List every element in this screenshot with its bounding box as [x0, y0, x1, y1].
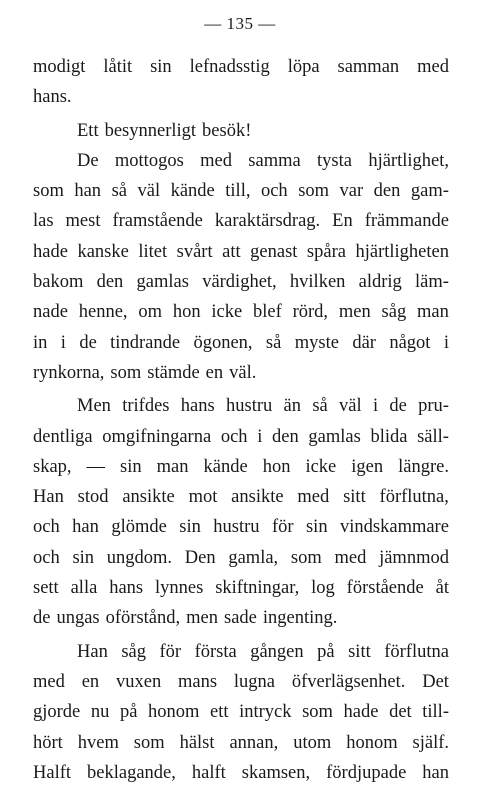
text-line: modigt låtit sin lefnadsstig löpa samman med: [33, 57, 449, 77]
text-line: Han stod ansikte mot ansikte med sitt förflutna,: [33, 487, 449, 508]
text-line: De mottogos med samma tysta hjärtlighet,: [77, 150, 449, 171]
text-line: som han så väl kände till, och som var den gam-: [33, 181, 449, 202]
text-line: sett alla hans lynnes skiftningar, log förstående åt: [33, 578, 449, 599]
text-line: dentliga omgifningarna och i den gamlas blida säll-: [33, 426, 449, 447]
text-line: Men trifdes hans hustru än så väl i de pru-: [77, 396, 449, 417]
text-line: och sin ungdom. Den gamla, som med jämnmod: [33, 547, 449, 568]
text-line: gjorde nu på honom ett intryck som hade det till-: [33, 702, 449, 723]
text-line: de ungas oförstånd, men sade ingenting.: [33, 608, 338, 629]
text-line: rynkorna, som stämde en väl.: [33, 362, 257, 383]
text-line: Halft beklagande, halft skamsen, fördjupade han: [33, 762, 449, 783]
text-line: hört hvem som hälst annan, utom honom själf.: [33, 732, 449, 753]
text-line: skap, — sin man kände hon icke igen längre.: [33, 456, 449, 477]
text-line: in i de tindrande ögonen, så myste där något i: [33, 332, 449, 353]
text-line: med en vuxen mans lugna öfverlägsenhet. Det: [33, 671, 449, 692]
text-line: Han såg för första gången på sitt förflutna: [77, 641, 449, 662]
text-line: nade henne, om hon icke blef rörd, men såg man: [33, 302, 449, 323]
text-line: och han glömde sin hustru för sin vindskammare: [33, 517, 449, 538]
page-number: — 135 —: [204, 14, 276, 33]
text-line: hans.: [33, 87, 72, 108]
text-line: hade kanske litet svårt att genast spåra hjärtligheten: [33, 241, 449, 262]
text-line: Ett besynnerligt besök!: [77, 120, 252, 141]
text-line: bakom den gamlas värdighet, hvilken aldrig läm-: [33, 272, 449, 293]
body-text: [33, 52, 449, 788]
text-line: las mest framstående karaktärsdrag. En främmande: [33, 211, 449, 232]
